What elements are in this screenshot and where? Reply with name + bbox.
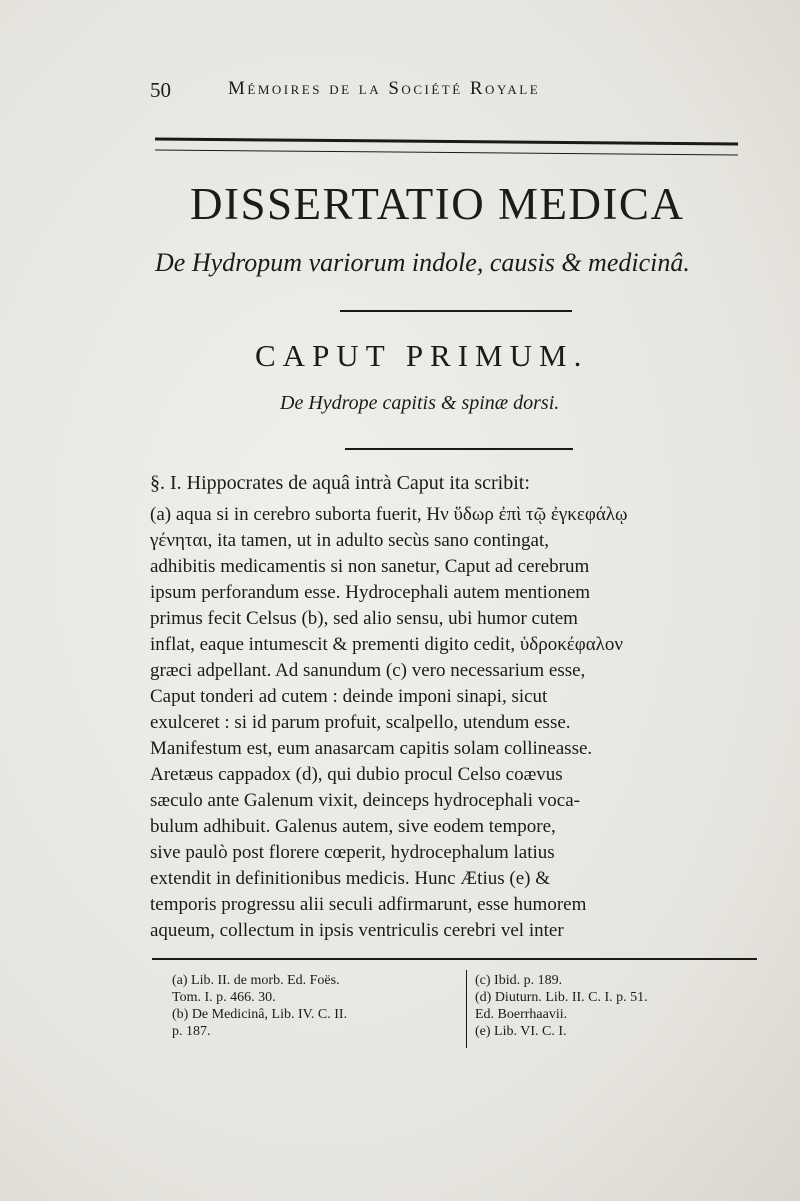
footnote: (b) De Medicinâ, Lib. IV. C. II.: [172, 1007, 348, 1022]
divider-rule: [345, 448, 573, 450]
body-line: Caput tonderi ad cutem : deinde imponi sinapi, sicut: [150, 686, 548, 707]
footnotes-left: [172, 972, 462, 1040]
body-line: (a) aqua si in cerebro suborta fuerit, Ην ὕδωρ ἐπὶ τῷ ἐγκεφάλῳ: [150, 504, 628, 525]
running-title: Mémoires de la Société Royale: [228, 78, 541, 99]
body-line: bulum adhibuit. Galenus autem, sive eodem tempore,: [150, 816, 556, 837]
body-line: Manifestum est, eum anasarcam capitis solam collineasse.: [150, 738, 593, 759]
body-line: γένηται, ita tamen, ut in adulto secùs sano contingat,: [150, 530, 549, 551]
page-number: 50: [150, 78, 171, 102]
body-line: græci adpellant. Ad sanundum (c) vero necessarium esse,: [150, 660, 586, 681]
footnotes-right: [475, 972, 765, 1040]
running-head: [150, 78, 740, 108]
footnote: (a) Lib. II. de morb. Ed. Foës.: [172, 973, 340, 988]
body-line: extendit in definitionibus medicis. Hunc Ætius (e) &: [150, 868, 550, 889]
body-line: temporis progressu alii seculi adfirmarunt, esse humorem: [150, 894, 587, 915]
body-line: inflat, eaque intumescit & prementi digito cedit, ὑδροκέφαλον: [150, 634, 623, 655]
body-line: sæculo ante Galenum vixit, deinceps hydrocephali voca-: [150, 790, 581, 811]
header-double-rule: [155, 137, 738, 155]
body-line: §. I. Hippocrates de aquâ intrà Caput ita scribit:: [150, 472, 530, 494]
body-line: ipsum perforandum esse. Hydrocephali autem mentionem: [150, 582, 591, 603]
footnote-rule: [152, 958, 757, 960]
footnote: Ed. Boerrhaavii.: [475, 1007, 568, 1022]
body-line: Aretæus cappadox (d), qui dubio procul Celso coævus: [150, 764, 563, 785]
body-line: sive paulò post florere cœperit, hydrocephalum latius: [150, 842, 555, 863]
body-line: adhibitis medicamentis si non sanetur, Caput ad cerebrum: [150, 556, 590, 577]
footnote: (c) Ibid. p. 189.: [475, 973, 563, 988]
body-line: exulceret : si id parum profuit, scalpello, utendum esse.: [150, 712, 571, 733]
footnote: (e) Lib. VI. C. I.: [475, 1024, 567, 1039]
body-line: primus fecit Celsus (b), sed alio sensu, ubi humor cutem: [150, 608, 578, 629]
article-subtitle: De Hydropum variorum indole, causis & medicinâ.: [155, 248, 690, 277]
footnote: p. 187.: [172, 1024, 211, 1039]
chapter-heading: CAPUT PRIMUM.: [255, 338, 589, 373]
chapter-subtitle: De Hydrope capitis & spinæ dorsi.: [280, 392, 560, 414]
body-line: aqueum, collectum in ipsis ventriculis cerebri vel inter: [150, 920, 564, 941]
article-title: DISSERTATIO MEDICA: [190, 179, 685, 229]
footnote-column-divider: [466, 970, 467, 1048]
divider-rule: [340, 310, 572, 312]
footnote: Tom. I. p. 466. 30.: [172, 990, 276, 1005]
footnote: (d) Diuturn. Lib. II. C. I. p. 51.: [475, 990, 648, 1005]
